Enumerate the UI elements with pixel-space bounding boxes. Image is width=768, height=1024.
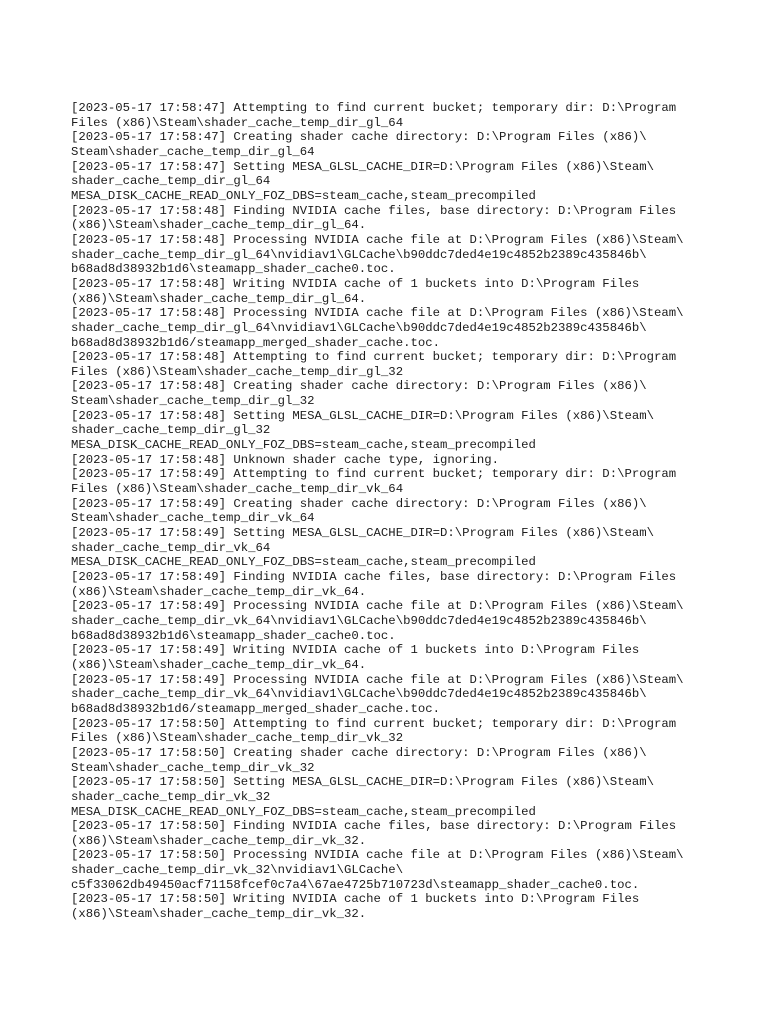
log-line: [2023-05-17 17:58:48] Writing NVIDIA cache of 1 buckets into D:\Program Files bbox=[71, 276, 640, 291]
log-line: [2023-05-17 17:58:50] Setting MESA_GLSL_CACHE_DIR=D:\Program Files (x86)\Steam\ bbox=[71, 775, 654, 790]
log-line: MESA_DISK_CACHE_READ_ONLY_FOZ_DBS=steam_cache,steam_precompiled bbox=[71, 804, 536, 819]
log-line: [2023-05-17 17:58:49] Finding NVIDIA cache files, base directory: D:\Program Files bbox=[71, 570, 677, 584]
log-line: shader_cache_temp_dir_gl_64 bbox=[71, 174, 271, 189]
log-line: shader_cache_temp_dir_vk_64\nvidiav1\GLCache\b90ddc7ded4e19c4852b2389c435846b\ bbox=[71, 687, 647, 702]
log-line: Files (x86)\Steam\shader_cache_temp_dir_gl_64 bbox=[71, 115, 404, 130]
log-line: [2023-05-17 17:58:48] Processing NVIDIA cache file at D:\Program Files (x86)\Steam\ bbox=[71, 306, 684, 321]
log-line: shader_cache_temp_dir_vk_64\nvidiav1\GLCache\b90ddc7ded4e19c4852b2389c435846b\ bbox=[71, 613, 647, 628]
log-line: shader_cache_temp_dir_vk_32\nvidiav1\GLCache\ bbox=[71, 863, 404, 878]
log-line: [2023-05-17 17:58:50] Processing NVIDIA cache file at D:\Program Files (x86)\Steam\ bbox=[71, 848, 684, 863]
log-line: Files (x86)\Steam\shader_cache_temp_dir_vk_32 bbox=[71, 731, 404, 746]
log-line: [2023-05-17 17:58:48] Finding NVIDIA cache files, base directory: D:\Program Files bbox=[71, 203, 677, 218]
log-line: [2023-05-17 17:58:49] Writing NVIDIA cache of 1 buckets into D:\Program Files bbox=[71, 643, 640, 658]
log-line: Files (x86)\Steam\shader_cache_temp_dir_vk_64 bbox=[71, 482, 404, 497]
log-line: Files (x86)\Steam\shader_cache_temp_dir_gl_32 bbox=[71, 364, 404, 379]
log-line: [2023-05-17 17:58:49] Setting MESA_GLSL_CACHE_DIR=D:\Program Files (x86)\Steam\ bbox=[71, 526, 654, 541]
log-line: (x86)\Steam\shader_cache_temp_dir_vk_32. bbox=[71, 907, 367, 922]
log-line: MESA_DISK_CACHE_READ_ONLY_FOZ_DBS=steam_cache,steam_precompiled bbox=[71, 438, 536, 453]
log-line: [2023-05-17 17:58:47] Setting MESA_GLSL_CACHE_DIR=D:\Program Files (x86)\Steam\ bbox=[71, 159, 654, 174]
log-line: shader_cache_temp_dir_gl_64\nvidiav1\GLCache\b90ddc7ded4e19c4852b2389c435846b\ bbox=[71, 320, 647, 335]
log-line: (x86)\Steam\shader_cache_temp_dir_vk_64. bbox=[71, 584, 367, 599]
log-line: b68ad8d38932b1d6/steamapp_merged_shader_cache.toc. bbox=[71, 335, 440, 350]
log-line: b68ad8d38932b1d6/steamapp_merged_shader_cache.toc. bbox=[71, 701, 440, 716]
log-line: [2023-05-17 17:58:50] Creating shader cache directory: D:\Program Files (x86)\ bbox=[71, 745, 647, 760]
log-line: [2023-05-17 17:58:50] Finding NVIDIA cache files, base directory: D:\Program Files bbox=[71, 819, 677, 834]
log-line: [2023-05-17 17:58:48] Creating shader cache directory: D:\Program Files (x86)\ bbox=[71, 379, 647, 394]
log-line: [2023-05-17 17:58:50] Writing NVIDIA cache of 1 buckets into D:\Program Files bbox=[71, 892, 640, 907]
log-line: [2023-05-17 17:58:49] Processing NVIDIA cache file at D:\Program Files (x86)\Steam\ bbox=[71, 599, 684, 614]
log-line: Steam\shader_cache_temp_dir_vk_64 bbox=[71, 511, 315, 526]
log-line: [2023-05-17 17:58:47] Creating shader cache directory: D:\Program Files (x86)\ bbox=[71, 130, 647, 145]
log-line: shader_cache_temp_dir_vk_32 bbox=[71, 789, 271, 804]
log-line: (x86)\Steam\shader_cache_temp_dir_vk_32. bbox=[71, 833, 367, 848]
log-line: (x86)\Steam\shader_cache_temp_dir_gl_64. bbox=[71, 291, 367, 306]
log-line: MESA_DISK_CACHE_READ_ONLY_FOZ_DBS=steam_cache,steam_precompiled bbox=[71, 555, 536, 570]
log-line: [2023-05-17 17:58:49] Processing NVIDIA cache file at D:\Program Files (x86)\Steam\ bbox=[71, 672, 684, 687]
log-line: [2023-05-17 17:58:48] Attempting to find current bucket; temporary dir: D:\Program bbox=[71, 350, 677, 365]
log-line: shader_cache_temp_dir_vk_64 bbox=[71, 540, 271, 555]
log-line: [2023-05-17 17:58:47] Attempting to find current bucket; temporary dir: D:\Program bbox=[71, 101, 677, 115]
log-line: (x86)\Steam\shader_cache_temp_dir_vk_64. bbox=[71, 657, 367, 672]
log-line: Steam\shader_cache_temp_dir_gl_64 bbox=[71, 144, 315, 159]
log-line: [2023-05-17 17:58:48] Setting MESA_GLSL_CACHE_DIR=D:\Program Files (x86)\Steam\ bbox=[71, 408, 654, 423]
log-line: b68ad8d38932b1d6\steamapp_shader_cache0.toc. bbox=[71, 262, 396, 277]
log-line: [2023-05-17 17:58:49] Attempting to find current bucket; temporary dir: D:\Program bbox=[71, 467, 677, 482]
log-line: [2023-05-17 17:58:50] Attempting to find current bucket; temporary dir: D:\Program bbox=[71, 716, 677, 731]
log-line: Steam\shader_cache_temp_dir_gl_32 bbox=[71, 394, 315, 409]
log-line: [2023-05-17 17:58:48] Processing NVIDIA cache file at D:\Program Files (x86)\Steam\ bbox=[71, 232, 684, 247]
log-line: shader_cache_temp_dir_gl_64\nvidiav1\GLCache\b90ddc7ded4e19c4852b2389c435846b\ bbox=[71, 247, 647, 262]
log-text-block bbox=[71, 101, 711, 922]
log-line: c5f33062db49450acf71158fcef0c7a4\67ae4725b710723d\steamapp_shader_cache0.toc. bbox=[71, 877, 640, 892]
log-line: [2023-05-17 17:58:49] Creating shader cache directory: D:\Program Files (x86)\ bbox=[71, 496, 647, 511]
log-line: Steam\shader_cache_temp_dir_vk_32 bbox=[71, 760, 315, 775]
log-line: MESA_DISK_CACHE_READ_ONLY_FOZ_DBS=steam_cache,steam_precompiled bbox=[71, 188, 536, 203]
log-line: b68ad8d38932b1d6\steamapp_shader_cache0.toc. bbox=[71, 628, 396, 643]
log-line: (x86)\Steam\shader_cache_temp_dir_gl_64. bbox=[71, 218, 367, 233]
log-line: shader_cache_temp_dir_gl_32 bbox=[71, 423, 271, 438]
log-line: [2023-05-17 17:58:48] Unknown shader cache type, ignoring. bbox=[71, 452, 500, 467]
